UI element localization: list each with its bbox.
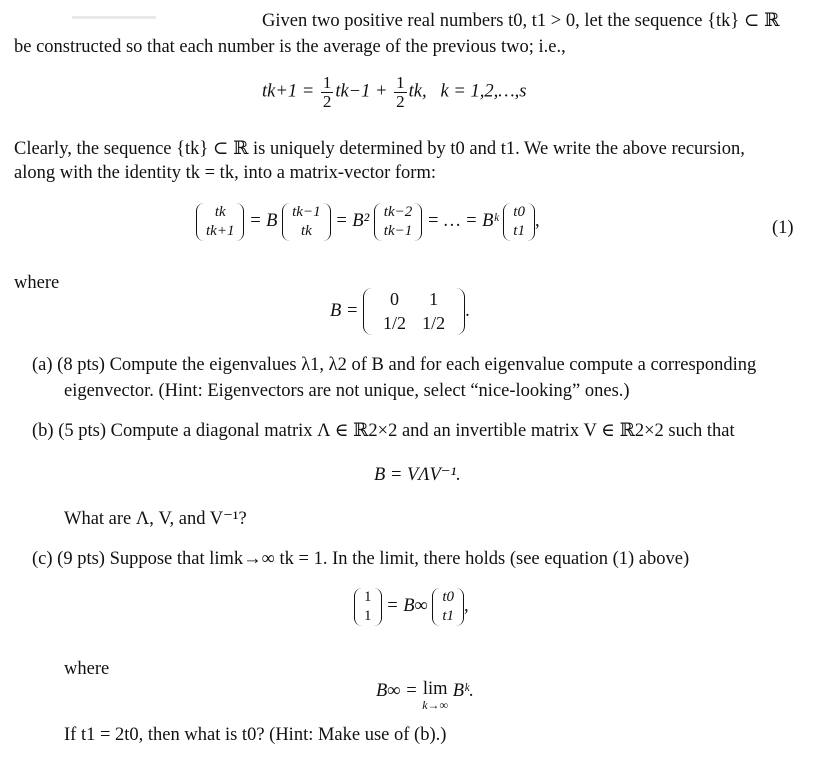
- limit-operator: [422, 680, 448, 711]
- vector-tk-2-bottom: tk−1: [383, 222, 413, 239]
- part-c-limit-equation: [354, 588, 469, 626]
- vector-tk-1-top: tk−1: [292, 204, 321, 220]
- part-a-line-2: eigenvector. (Hint: Eigenvectors are not unique, select “nice-looking” ones.): [64, 381, 630, 401]
- fraction-2-den: 2: [396, 91, 405, 111]
- vector-t0-t1: [503, 203, 535, 241]
- eq1-op-3: = … = Bᵏ: [426, 211, 499, 231]
- part-b-equation: B = VΛV⁻¹.: [374, 465, 461, 485]
- vector-t0-c: t0: [442, 589, 455, 605]
- eq1-op-1: = B: [249, 211, 278, 231]
- recursion-term-2: tk,: [408, 81, 427, 102]
- limit-word: lim: [422, 679, 448, 699]
- limit-subscript: k→∞: [422, 697, 449, 712]
- part-c-line-1: (c) (9 pts) Suppose that limk→∞ tk = 1. In the limit, there holds (see equation (1) above): [32, 549, 690, 569]
- vector-ones-bottom: 1: [364, 607, 372, 624]
- eq1-op-2: = B²: [335, 211, 370, 231]
- vector-tk-top: tk: [214, 204, 226, 220]
- matrix-b-a21: 1/2: [383, 312, 407, 333]
- eq1-trail: ,: [534, 211, 540, 231]
- where-1: where: [14, 273, 60, 293]
- b-infinity-definition: [376, 680, 474, 711]
- recursion-equation: [262, 74, 527, 111]
- vector-tk-2: [374, 203, 422, 241]
- part-c-trail: ,: [464, 596, 469, 616]
- vector-tk-1: [282, 203, 330, 241]
- vector-t1: t1: [513, 222, 525, 239]
- fraction-1: [321, 74, 334, 111]
- para2-line-1: Clearly, the sequence {tk} ⊂ ℝ is uniquely determined by t0 and t1. We write the above recursion,: [14, 139, 745, 159]
- vector-t0-t1-c: [432, 588, 464, 626]
- fraction-2: [394, 74, 407, 111]
- part-c-op: = B∞: [386, 596, 428, 616]
- vector-tk-bottom: tk+1: [206, 222, 235, 239]
- scan-smudge: [72, 16, 156, 19]
- fraction-2-num: 1: [396, 73, 405, 92]
- part-b-question: What are Λ, V, and V⁻¹?: [64, 509, 247, 529]
- matrix-b-equation: [330, 288, 470, 335]
- recursion-range: k = 1,2,…,s: [440, 81, 527, 102]
- vector-ones-top: 1: [364, 589, 372, 605]
- part-c-question: If t1 = 2t0, then what is t0? (Hint: Make use of (b).): [64, 725, 447, 745]
- part-a-line-1: (a) (8 pts) Compute the eigenvalues λ1, λ2 of B and for each eigenvalue compute a corresponding: [32, 355, 757, 375]
- part-b-line-1: (b) (5 pts) Compute a diagonal matrix Λ ∈ ℝ2×2 and an invertible matrix V ∈ ℝ2×2 such that: [32, 421, 735, 441]
- b-infinity-lhs: B∞ =: [376, 681, 418, 701]
- vector-t0: t0: [513, 204, 525, 220]
- matrix-b: [363, 288, 465, 335]
- matrix-b-a12: 1: [429, 289, 439, 309]
- b-infinity-rhs: Bᵏ.: [452, 681, 474, 701]
- vector-tk: [196, 203, 244, 241]
- matrix-b-trail: .: [465, 300, 470, 321]
- vector-tk-2-top: tk−2: [383, 204, 413, 220]
- equation-label-1: (1): [772, 218, 794, 238]
- vector-t1-c: t1: [442, 607, 455, 624]
- fraction-1-den: 2: [322, 91, 332, 111]
- matrix-b-lhs: B =: [330, 300, 359, 321]
- equation-1: [196, 203, 540, 241]
- where-2: where: [64, 659, 110, 679]
- matrix-b-a11: 0: [390, 289, 400, 309]
- intro-line-1: Given two positive real numbers t0, t1 > 0, let the sequence {tk} ⊂ ℝ: [262, 11, 780, 31]
- vector-tk-1-bottom: tk: [300, 222, 312, 239]
- para2-line-2: along with the identity tk = tk, into a matrix-vector form:: [14, 163, 436, 183]
- matrix-b-a22: 1/2: [422, 312, 446, 333]
- intro-line-2: be constructed so that each number is the average of the previous two; i.e.,: [14, 37, 566, 57]
- recursion-term-1: tk−1 +: [335, 81, 388, 102]
- recursion-lhs: tk+1 =: [262, 81, 315, 102]
- fraction-1-num: 1: [322, 73, 332, 92]
- vector-ones: [354, 588, 382, 626]
